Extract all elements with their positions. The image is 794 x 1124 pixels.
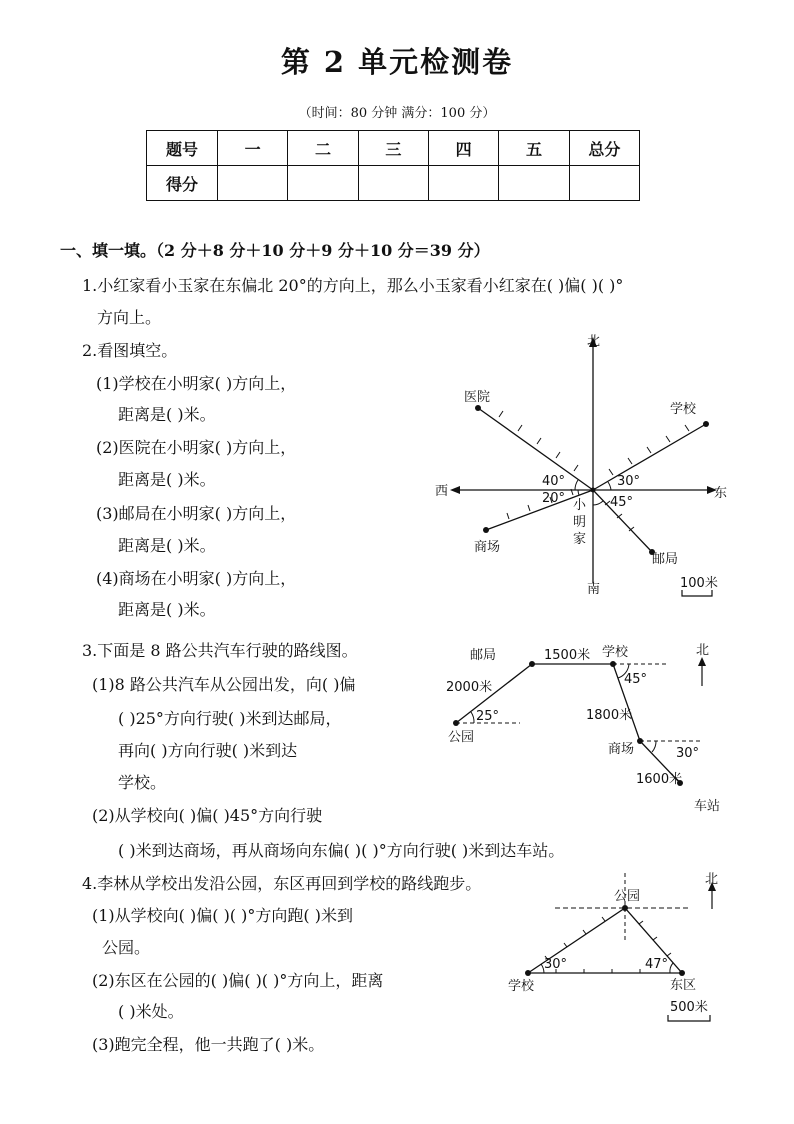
q2-fig-home-char3: 家	[573, 532, 587, 547]
q4-p2-line1: (2)东区在公园的( )偏( )( )°方向上，距离	[92, 971, 384, 990]
q2-fig-scale-label: 100米	[680, 576, 718, 591]
q3-p1-line4: 学校。	[118, 773, 167, 792]
q4-p1-line2: 公园。	[102, 938, 151, 957]
q2-fig-school-label: 学校	[670, 402, 697, 417]
q4-fig-park-label: 公园	[614, 889, 641, 904]
q2-fig-angle-20: 20°	[542, 491, 566, 506]
q2-item3-line2: 距离是( )米。	[118, 536, 216, 555]
exam-subtitle: （时间：80 分钟 满分：100 分）	[298, 106, 496, 121]
score-header-cell: 四	[428, 131, 498, 166]
q4-fig-north-label: 北	[705, 872, 719, 887]
q2-item1-line1: (1)学校在小明家( )方向上，	[96, 374, 297, 393]
score-table	[146, 130, 640, 201]
q4-running-route-diagram	[500, 865, 730, 1025]
q4-intro: 4.李林从学校出发沿公园，东区再回到学校的路线跑步。	[82, 874, 482, 893]
score-header-cell: 二	[288, 131, 358, 166]
q3-intro: 3.下面是 8 路公共汽车行驶的路线图。	[82, 641, 358, 660]
q3-fig-market-label: 商场	[608, 742, 635, 757]
q2-fig-south-label: 南	[587, 582, 601, 597]
q3-fig-dist-1800: 1800米	[586, 708, 633, 723]
q2-intro: 2.看图填空。	[82, 341, 178, 360]
q2-fig-home-char2: 明	[573, 515, 587, 530]
score-input-cell[interactable]	[428, 166, 498, 201]
score-header-cell: 题号	[147, 131, 218, 166]
score-table-header-row	[147, 131, 640, 166]
q2-fig-angle-40: 40°	[542, 474, 566, 489]
q3-p2-line2: ( )米到达商场，再从商场向东偏( )( )°方向行驶( )米到达车站。	[118, 841, 565, 860]
q2-item3-line1: (3)邮局在小明家( )方向上，	[96, 504, 297, 523]
q2-fig-west-label: 西	[435, 484, 449, 499]
q4-p3-line1: (3)跑完全程，他一共跑了( )米。	[92, 1035, 325, 1054]
score-input-cell[interactable]	[569, 166, 639, 201]
q2-item2-line1: (2)医院在小明家( )方向上，	[96, 438, 297, 457]
q2-fig-east-label: 东	[714, 486, 728, 501]
q2-fig-angle-45: 45°	[610, 495, 634, 510]
score-header-cell: 一	[218, 131, 288, 166]
page-title: 第 2 单元检测卷	[280, 45, 514, 79]
q2-fig-post-label: 邮局	[652, 552, 679, 567]
q3-fig-angle-45: 45°	[624, 672, 648, 687]
q2-item2-line2: 距离是( )米。	[118, 470, 216, 489]
q3-fig-school-label: 学校	[602, 645, 629, 660]
q3-p2-line1: (2)从学校向( )偏( )45°方向行驶	[92, 806, 323, 825]
score-input-cell[interactable]	[499, 166, 569, 201]
q3-fig-post-label: 邮局	[470, 648, 497, 663]
q1-line2: 方向上。	[97, 308, 162, 327]
score-input-cell[interactable]	[288, 166, 358, 201]
q2-item4-line2: 距离是( )米。	[118, 600, 216, 619]
score-header-cell: 五	[499, 131, 569, 166]
q4-fig-east-area-label: 东区	[670, 978, 697, 993]
score-input-cell[interactable]	[218, 166, 288, 201]
q2-fig-market-label: 商场	[474, 540, 501, 555]
q4-fig-school-label: 学校	[508, 979, 535, 994]
q2-compass-diagram	[430, 325, 730, 610]
q4-fig-angle-47: 47°	[645, 957, 669, 972]
q4-p2-line2: ( )米处。	[118, 1002, 184, 1021]
q4-p1-line1: (1)从学校向( )偏( )( )°方向跑( )米到	[92, 906, 353, 925]
score-input-cell[interactable]	[358, 166, 428, 201]
q3-fig-dist-1500: 1500米	[544, 648, 591, 663]
score-header-cell: 总分	[569, 131, 639, 166]
q4-fig-angle-30: 30°	[544, 957, 568, 972]
q3-p1-line3: 再向( )方向行驶( )米到达	[118, 741, 298, 760]
q2-item1-line2: 距离是( )米。	[118, 405, 216, 424]
q3-p1-line1: (1)8 路公共汽车从公园出发，向( )偏	[92, 675, 356, 694]
q3-fig-dist-2000: 2000米	[446, 680, 493, 695]
score-table-score-row	[147, 166, 640, 201]
q3-p1-line2: ( )25°方向行驶( )米到达邮局，	[118, 709, 342, 728]
score-row-label: 得分	[147, 166, 218, 201]
section-heading: 一、填一填。（2 分＋8 分＋10 分＋9 分＋10 分＝39 分）	[60, 241, 490, 260]
q3-fig-station-label: 车站	[694, 799, 721, 814]
q3-bus-route-diagram	[440, 640, 740, 825]
q3-fig-park-label: 公园	[448, 730, 475, 745]
q3-fig-north-label: 北	[696, 643, 710, 658]
q2-item4-line1: (4)商场在小明家( )方向上，	[96, 569, 297, 588]
q3-fig-angle-30: 30°	[676, 746, 700, 761]
q2-fig-north-label: 北	[587, 334, 601, 349]
q3-fig-angle-25: 25°	[476, 709, 500, 724]
q1-line1: 1.小红家看小玉家在东偏北 20°的方向上，那么小玉家看小红家在( )偏( )( )°	[82, 276, 624, 295]
q2-fig-angle-30: 30°	[617, 474, 641, 489]
q2-fig-home-char1: 小	[573, 498, 587, 513]
score-header-cell: 三	[358, 131, 428, 166]
q2-fig-hospital-label: 医院	[464, 390, 491, 405]
q4-fig-scale-label: 500米	[670, 1000, 708, 1015]
q3-fig-dist-1600: 1600米	[636, 772, 683, 787]
